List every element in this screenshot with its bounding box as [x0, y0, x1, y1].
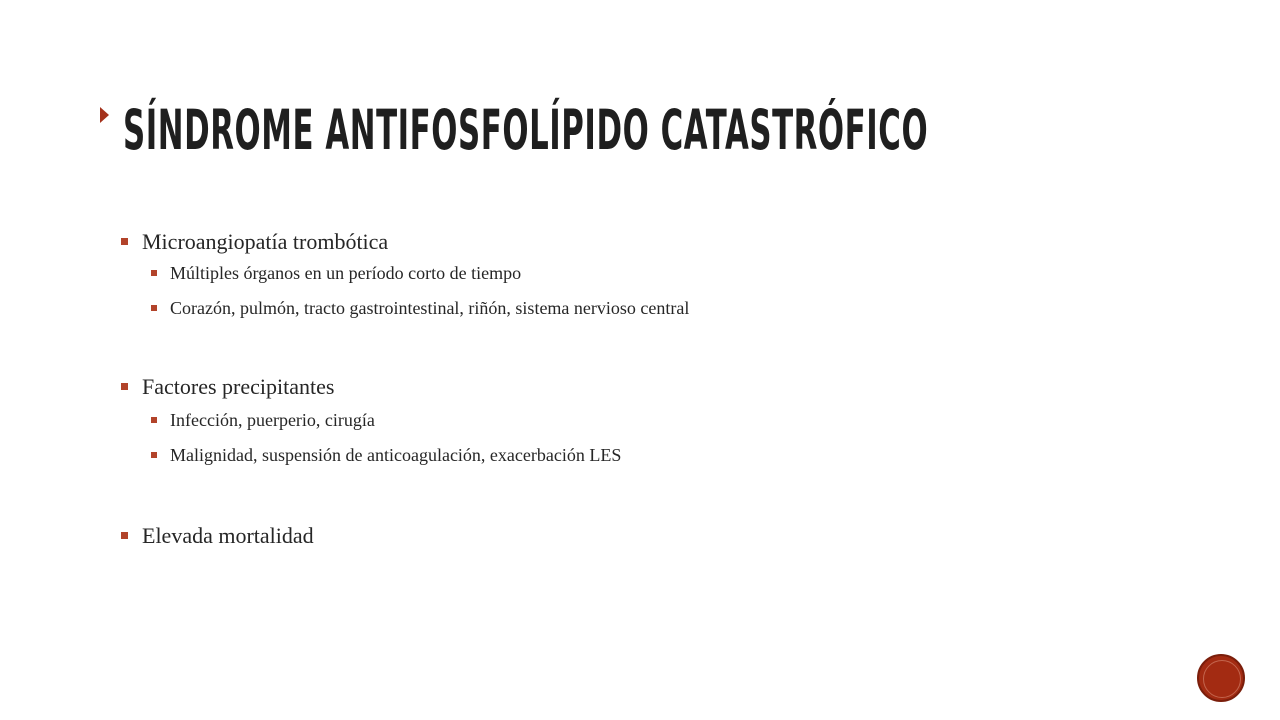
bullet-level2: Malignidad, suspensión de anticoagulación, exacerbación LES: [170, 445, 622, 465]
square-bullet-icon: [121, 383, 128, 390]
bullet-level1: Factores precipitantes: [142, 374, 335, 399]
square-bullet-icon: [151, 452, 157, 458]
square-bullet-icon: [121, 238, 128, 245]
bullet-level1: Microangiopatía trombótica: [142, 229, 389, 254]
circle-badge-ring: [1203, 660, 1241, 698]
circle-badge-icon[interactable]: [1197, 654, 1245, 702]
bullet-level2: Corazón, pulmón, tracto gastrointestinal, riñón, sistema nervioso central: [170, 298, 690, 318]
bullet-level2: Múltiples órganos en un período corto de tiempo: [170, 263, 522, 283]
square-bullet-icon: [151, 417, 157, 423]
square-bullet-icon: [151, 270, 157, 276]
slide-title: SÍNDROME ANTIFOSFOLÍPIDO CATASTRÓFICO: [123, 98, 929, 162]
bullet-level1: Elevada mortalidad: [142, 523, 314, 548]
square-bullet-icon: [151, 305, 157, 311]
square-bullet-icon: [121, 532, 128, 539]
bullet-level2: Infección, puerperio, cirugía: [170, 410, 375, 430]
